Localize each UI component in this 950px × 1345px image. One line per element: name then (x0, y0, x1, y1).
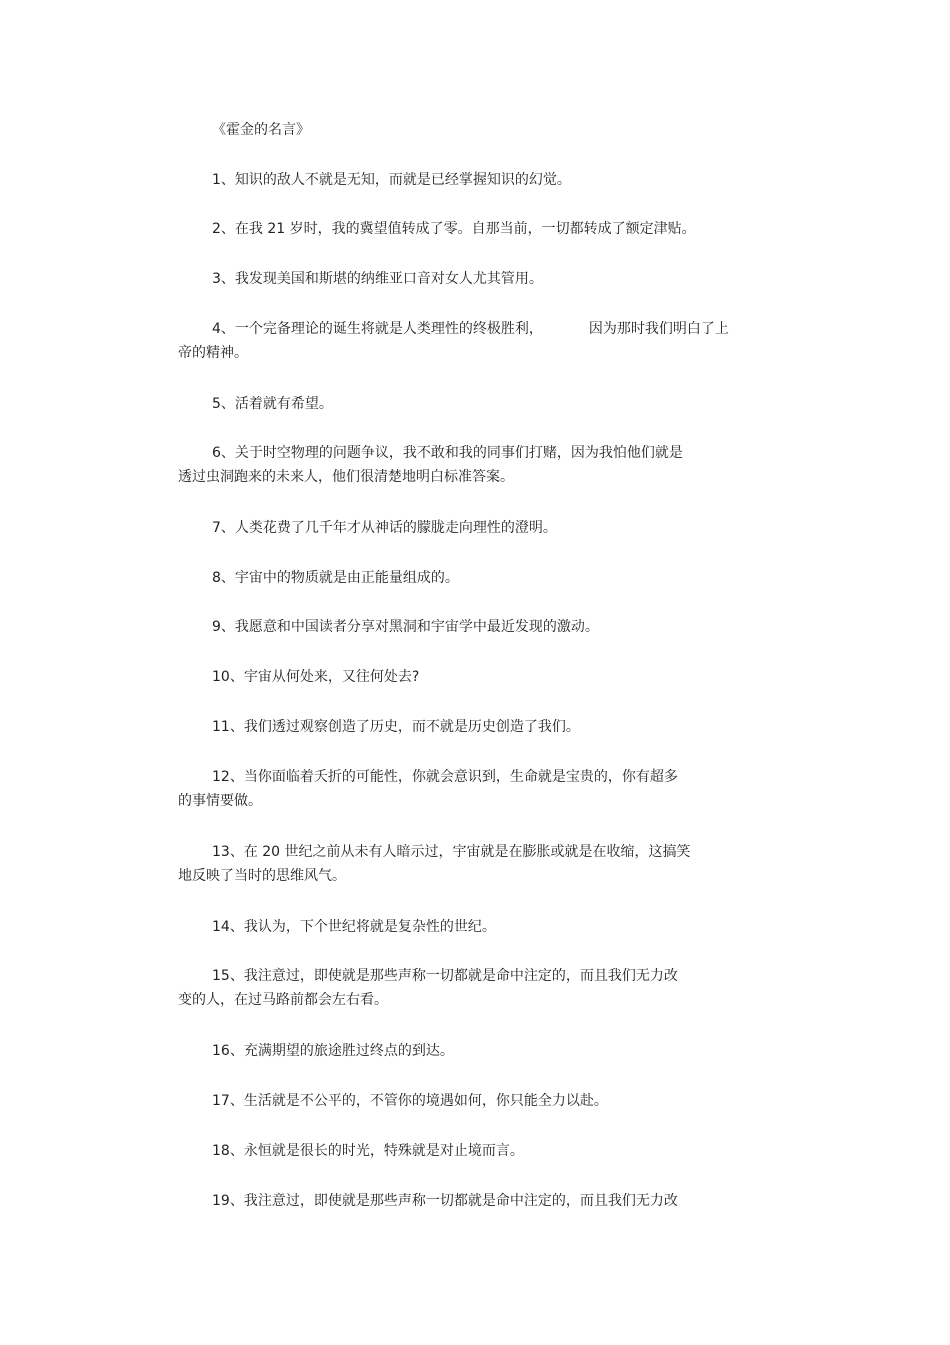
quote-item-14 (178, 915, 758, 939)
quote-item-16 (178, 1039, 758, 1063)
quote-line: 地反映了当时的思维风气。 (178, 868, 346, 884)
quote-line: 16、充满期望的旅途胜过终点的到达。 (212, 1043, 454, 1059)
quote-line: 17、生活就是不公平的，不管你的境遇如何，你只能全力以赴。 (212, 1093, 608, 1109)
quote-item-13 (178, 840, 758, 888)
quote-item-7 (178, 516, 758, 540)
quote-item-12 (178, 765, 758, 813)
quote-line: 3、我发现美国和斯堪的纳维亚口音对女人尤其管用。 (212, 271, 543, 287)
quote-item-19 (178, 1189, 758, 1213)
document-title: 《霍金的名言》 (212, 122, 310, 138)
quote-line: 9、我愿意和中国读者分享对黑洞和宇宙学中最近发现的激动。 (212, 619, 599, 635)
quote-item-5 (178, 392, 758, 416)
quote-line: 15、我注意过，即使就是那些声称一切都就是命中注定的，而且我们无力改 (212, 968, 678, 984)
quote-line: 7、人类花费了几千年才从神话的朦胧走向理性的澄明。 (212, 520, 557, 536)
quote-item-2 (178, 217, 758, 241)
quote-line: 12、当你面临着夭折的可能性，你就会意识到，生命就是宝贵的，你有超多 (212, 769, 678, 785)
quote-item-17 (178, 1089, 758, 1113)
quote-item-8 (178, 566, 758, 590)
quote-line: 变的人，在过马路前都会左右看。 (178, 992, 388, 1008)
quote-item-9 (178, 615, 758, 639)
quote-line: 帝的精神。 (178, 345, 248, 361)
quote-line: 6、关于时空物理的问题争议，我不敢和我的同事们打赌，因为我怕他们就是 (212, 445, 683, 461)
quote-line: 透过虫洞跑来的未来人，他们很清楚地明白标准答案。 (178, 469, 514, 485)
quote-line: 8、宇宙中的物质就是由正能量组成的。 (212, 570, 459, 586)
quote-line: 的事情要做。 (178, 793, 262, 809)
quote-item-15 (178, 964, 758, 1012)
quote-item-18 (178, 1139, 758, 1163)
quote-line: 10、宇宙从何处来，又往何处去? (212, 669, 420, 685)
quote-item-4 (178, 317, 758, 365)
quote-line-head: 4、一个完备理论的诞生将就是人类理性的终极胜利， (212, 321, 543, 337)
quote-line: 1、知识的敌人不就是无知，而就是已经掌握知识的幻觉。 (212, 172, 571, 188)
quote-line: 5、活着就有希望。 (212, 396, 333, 412)
quote-item-10 (178, 665, 758, 689)
quote-line: 19、我注意过，即使就是那些声称一切都就是命中注定的，而且我们无力改 (212, 1193, 678, 1209)
quote-line: 2、在我 21 岁时，我的冀望值转成了零。自那当前，一切都转成了额定津贴。 (212, 221, 696, 237)
quote-line (178, 317, 758, 341)
quote-line: 11、我们透过观察创造了历史，而不就是历史创造了我们。 (212, 719, 580, 735)
quote-item-11 (178, 715, 758, 739)
quote-item-1 (178, 168, 758, 192)
quote-item-6 (178, 441, 758, 489)
quote-line: 13、在 20 世纪之前从未有人暗示过，宇宙就是在膨胀或就是在收缩，这搞笑 (212, 844, 691, 860)
quote-line: 14、我认为，下个世纪将就是复杂性的世纪。 (212, 919, 496, 935)
quote-item-3 (178, 267, 758, 291)
quote-line: 18、永恒就是很长的时光，特殊就是对止境而言。 (212, 1143, 524, 1159)
quote-line-tail: 因为那时我们明白了上 (588, 321, 729, 337)
